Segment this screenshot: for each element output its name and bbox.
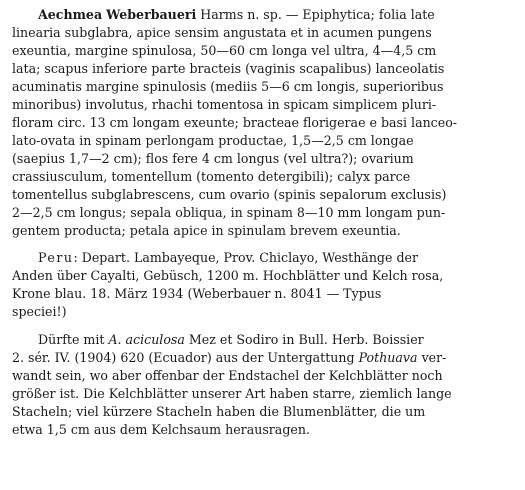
text-line: lata; scapus inferiore parte bracteis (vaginis scapalibus) lanceolatis xyxy=(12,61,445,76)
text-line: minoribus) involutus, rhachi tomentosa in spicam simplicem pluri- xyxy=(12,97,437,112)
text-line: 2—2,5 cm longus; sepala obliqua, in spinam 8—10 mm longam pun- xyxy=(12,205,446,220)
text-line: crassiusculum, tomentellum (tomento detergibili); calyx parce xyxy=(12,169,411,184)
text-line: Krone blau. 18. März 1934 (Weberbauer n. 8041 — Typus xyxy=(12,286,382,301)
text-line: lato-ovata in spinam perlongam productae, 1,5—2,5 cm longae xyxy=(12,133,414,148)
text-line: floram circ. 13 cm longam exeunte; bracteae florigerae e basi lanceo- xyxy=(12,115,458,130)
text-line: (saepius 1,7—2 cm); flos fere 4 cm longus (vel ultra?); ovarium xyxy=(12,151,414,166)
text-line: exeuntia, margine spinulosa, 50—60 cm longa vel ultra, 4—4,5 cm xyxy=(12,43,437,58)
locality-country: Peru xyxy=(38,250,74,265)
text-line: speciei!) xyxy=(12,304,67,319)
line-text: ver- xyxy=(417,350,447,365)
text-line: gentem producta; petala apice in spinulam brevem exeuntia. xyxy=(12,223,401,238)
text-line: tomentellus subglabrescens, cum ovario (spinis sepalorum exclusis) xyxy=(12,187,447,202)
text-line: größer ist. Die Kelchblätter unserer Art haben starre, ziemlich lange xyxy=(12,386,452,401)
text-line: linearia subglabra, apice sensim angustata et in acumen pungens xyxy=(12,25,432,40)
text-line: Stacheln; viel kürzere Stacheln haben die Blumenblätter, die um xyxy=(12,404,426,419)
text-line xyxy=(12,349,446,367)
species-name: Weberbaueri xyxy=(106,7,197,22)
text-line: acuminatis margine spinulosis (mediis 5—6 cm longis, superioribus xyxy=(12,79,444,94)
genus-name: Aechmea xyxy=(38,7,103,22)
line-text: : Depart. Lambayeque, Prov. Chiclayo, Westhänge der xyxy=(73,250,418,265)
subgenus-name: Pothuava xyxy=(358,350,418,365)
line-text: Mez et Sodiro in Bull. Herb. Boissier xyxy=(184,332,424,347)
line-text: Harms n. sp. — Epiphytica; folia late xyxy=(196,7,435,22)
text-line: etwa 1,5 cm aus dem Kelchsaum herausragen. xyxy=(12,422,310,437)
text-line: wandt sein, wo aber offenbar der Endstachel der Kelchblätter noch xyxy=(12,368,443,383)
text-line xyxy=(38,249,418,267)
text-line: Anden über Cayalti, Gebüsch, 1200 m. Hochblätter und Kelch rosa, xyxy=(12,268,444,283)
species-reference: A. aciculosa xyxy=(108,332,185,347)
text-line xyxy=(38,6,435,24)
line-text: Dürfte mit xyxy=(38,332,109,347)
text-line xyxy=(38,331,424,349)
line-text: 2. sér. IV. (1904) 620 (Ecuador) aus der Untergattung xyxy=(12,350,359,365)
